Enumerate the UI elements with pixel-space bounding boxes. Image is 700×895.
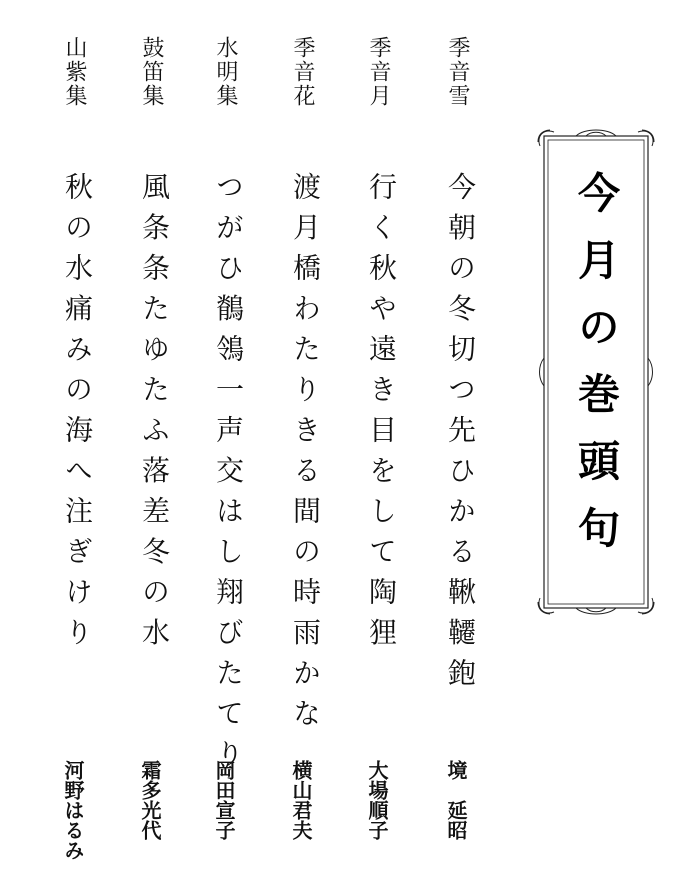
source-label: 水明集 — [213, 36, 238, 108]
page-title: 今月の巻頭句 — [572, 171, 621, 573]
source-label: 鼓笛集 — [139, 36, 164, 108]
source-label: 季音雪 — [445, 36, 470, 108]
haiku-text: 今朝の冬切つ先ひかる鞦韆鉋 — [444, 172, 477, 699]
author-name: 岡田宣子 — [212, 760, 236, 840]
haiku-text: 渡月橋わたりきる間の時雨かな — [289, 172, 322, 739]
haiku-text: 秋の水痛みの海へ注ぎけり — [61, 172, 94, 658]
haiku-text: 風条条たゆたふ落差冬の水 — [138, 172, 171, 658]
source-label: 季音花 — [290, 36, 315, 108]
author-name: 境 延昭 — [444, 760, 468, 840]
source-label: 季音月 — [366, 36, 391, 108]
author-name: 霜多光代 — [138, 760, 162, 840]
title-frame — [536, 128, 656, 616]
source-label: 山紫集 — [62, 36, 87, 108]
author-name: 河野はるみ — [61, 760, 85, 860]
haiku-text: 行く秋や遠き目をして陶狸 — [365, 172, 398, 658]
author-name: 横山君夫 — [289, 760, 313, 840]
title-text-wrap — [536, 128, 656, 616]
author-name: 大場順子 — [365, 760, 389, 840]
haiku-text: つがひ鶺鴒一声交はし翔びたてり — [212, 172, 245, 780]
